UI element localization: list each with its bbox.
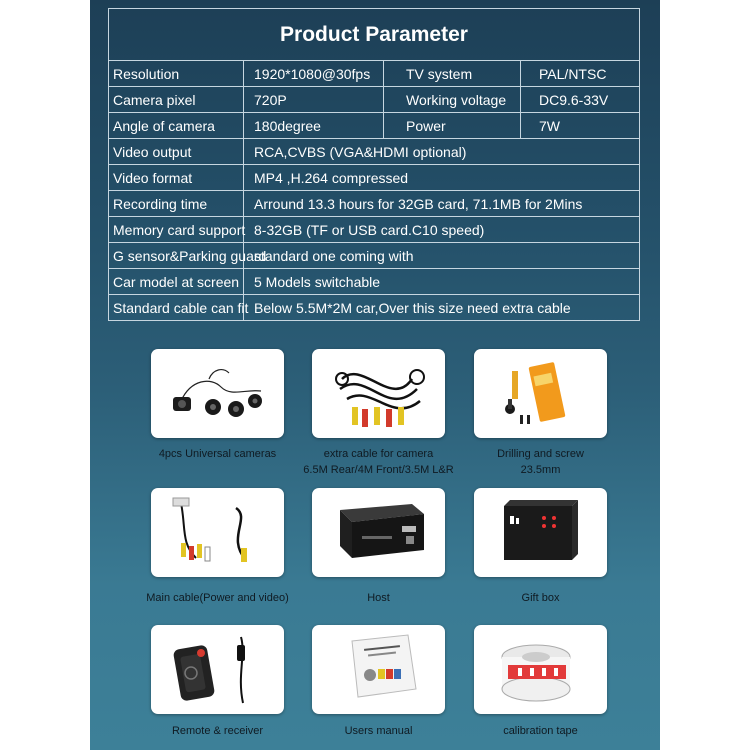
- table-row: [109, 87, 639, 113]
- spec-label: Standard cable can fit: [109, 295, 244, 320]
- spec-label: Resolution: [109, 61, 244, 86]
- spec-value: PAL/NTSC: [539, 65, 607, 82]
- table-row: [109, 269, 639, 295]
- table-row: [109, 113, 639, 139]
- caption: [453, 446, 628, 478]
- spec-label: Power: [384, 113, 521, 138]
- caption: [130, 446, 305, 462]
- caption-line: Remote & receiver: [171, 725, 264, 737]
- spec-label: TV system: [384, 61, 521, 86]
- spec-label: Car model at screen: [109, 269, 244, 294]
- caption-line: calibration tape: [503, 725, 578, 737]
- spec-value: 180degree: [244, 113, 384, 138]
- page-title: Product Parameter: [109, 9, 639, 61]
- spec-value: Below 5.5M*2M car,Over this size need extra cable: [254, 299, 571, 316]
- remote-receiver-photo: [151, 625, 284, 714]
- caption-line: 6.5M Rear/4M Front/3.5M L&R: [303, 464, 454, 476]
- calibration-tape-photo: [474, 625, 607, 714]
- spec-value: DC9.6-33V: [539, 91, 609, 108]
- caption: [130, 590, 305, 606]
- main-cable-photo: [151, 488, 284, 577]
- spec-label: Camera pixel: [109, 87, 244, 112]
- spec-value: 5 Models switchable: [254, 273, 381, 290]
- caption-line: extra cable for camera: [323, 448, 434, 460]
- table-row: [109, 191, 639, 217]
- spec-value: MP4 ,H.264 compressed: [254, 169, 409, 186]
- caption: [291, 723, 466, 739]
- spec-label: Video output: [109, 139, 244, 164]
- table-row: [109, 165, 639, 191]
- extra-cable-photo: [312, 349, 445, 438]
- caption: [291, 590, 466, 606]
- spec-value: 720P: [244, 87, 384, 112]
- caption-line: 4pcs Universal cameras: [158, 448, 277, 460]
- spec-value: 7W: [539, 117, 560, 134]
- caption-line: Gift box: [521, 592, 560, 604]
- spec-label: G sensor&Parking guard: [109, 243, 244, 268]
- caption-line: Users manual: [344, 725, 413, 737]
- caption: [453, 590, 628, 606]
- table-row: [109, 61, 639, 87]
- spec-value: standard one coming with: [254, 247, 414, 264]
- drilling-screw-photo: [474, 349, 607, 438]
- table-row: [109, 139, 639, 165]
- host-photo: [312, 488, 445, 577]
- table-row: [109, 295, 639, 320]
- caption-line: 23.5mm: [520, 464, 561, 476]
- spec-label: Working voltage: [384, 87, 521, 112]
- spec-label: Recording time: [109, 191, 244, 216]
- parameter-table: [108, 8, 640, 321]
- spec-label: Memory card support: [109, 217, 244, 242]
- caption: [130, 723, 305, 739]
- spec-value: RCA,CVBS (VGA&HDMI optional): [254, 143, 467, 160]
- gift-box-photo: [474, 488, 607, 577]
- cameras-photo: [151, 349, 284, 438]
- caption-line: Main cable(Power and video): [146, 592, 289, 604]
- caption-line: Drilling and screw: [497, 448, 584, 460]
- users-manual-photo: [312, 625, 445, 714]
- spec-value: Arround 13.3 hours for 32GB card, 71.1MB for 2Mins: [254, 195, 583, 212]
- spec-value: 1920*1080@30fps: [244, 61, 384, 86]
- spec-label: Video format: [109, 165, 244, 190]
- table-row: [109, 243, 639, 269]
- spec-value: 8-32GB (TF or USB card.C10 speed): [254, 221, 485, 238]
- caption: [291, 446, 466, 478]
- table-row: [109, 217, 639, 243]
- spec-label: Angle of camera: [109, 113, 244, 138]
- caption-line: Host: [367, 592, 390, 604]
- caption: [453, 723, 628, 739]
